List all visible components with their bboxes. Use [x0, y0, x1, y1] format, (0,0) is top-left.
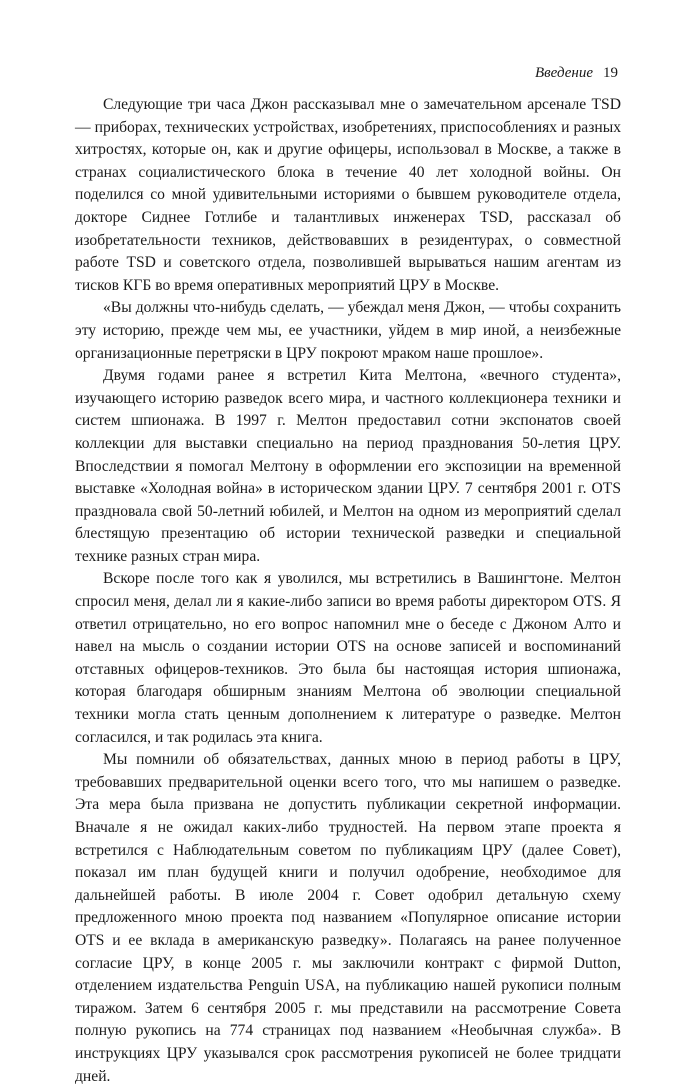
- running-head: [535, 64, 618, 82]
- section-title: Введение: [535, 65, 593, 81]
- paragraph: Мы помнили об обязательствах, данных мною в период работы в ЦРУ, требовавших предварительной оценки всего того, что мы напишем о разведке. Эта мера была призвана не допустить публикации секретной информации. Вначале я не ожидал каких-либо трудностей. На первом этапе проекта я встретился с Наблюдательным советом по публикациям ЦРУ (далее Совет), показал им план будущей книги и получил одобрение, необходимое для дальнейшей работы. В июле 2004 г. Совет одобрил детальную схему предложенного мною проекта под названием «Популярное описание истории OTS и ее вклада в американскую разведку». Полагаясь на ранее полученное согласие ЦРУ, в конце 2005 г. мы заключили контракт с фирмой Dutton, отделением издательства Penguin USA, на публикацию нашей рукописи полным тиражом. Затем 6 сентября 2005 г. мы представили на рассмотрение Совета полную рукопись на 774 страницах под названием «Необычная служба». В инструкциях ЦРУ указывался срок рассмотрения рукописей не более тридцати дней.: [75, 751, 621, 1085]
- paragraph: Следующие три часа Джон рассказывал мне о замечательном арсенале TSD — приборах, технических устройствах, изобретениях, приспособлениях и разных хитростях, которые он, как и другие офицеры, использовал в Москве, а также в странах социалистического блока в течение 40 лет холодной войны. Он поделился со мной удивительными историями о бывшем руководителе отдела, докторе Сиднее Готлибе и талантливых инженерах TSD, рассказал об изобретательности техников, действовавших в резидентурах, о совместной работе TSD и советского отдела, позволившей вырываться нашим агентам из тисков КГБ во время оперативных мероприятий ЦРУ в Москве.: [75, 96, 621, 294]
- paragraph: Двумя годами ранее я встретил Кита Мелтона, «вечного студента», изучающего историю разведок всего мира, и частного коллекционера техники и систем шпионажа. В 1997 г. Мелтон предоставил сотни экспонатов своей коллекции для выставки специально на период празднования 50-летия ЦРУ. Впоследствии я помогал Мелтону в оформлении его экспозиции на временной выставке «Холодная война» в историческом здании ЦРУ. 7 сентября 2001 г. OTS праздновала свой 50-летний юбилей, и Мелтон на одном из мероприятий сделал блестящую презентацию об истории технической разведки и специальной технике разных стран мира.: [75, 367, 621, 565]
- body-text: [75, 94, 621, 1088]
- paragraph: Вскоре после того как я уволился, мы встретились в Вашингтоне. Мелтон спросил меня, делал ли я какие-либо записи во время работы директором OTS. Я ответил отрицательно, но его вопрос напомнил мне о беседе с Джоном Алто и навел на мысль о создании истории OTS на основе записей и воспоминаний отставных офицеров-техников. Это была бы настоящая история шпионажа, которая благодаря обширным знаниям Мелтона об эволюции специальной техники могла стать ценным дополнением к литературе о разведке. Мелтон согласился, и так родилась эта книга.: [75, 570, 621, 746]
- page-number: 19: [603, 65, 618, 81]
- paragraph: «Вы должны что-нибудь сделать, — убеждал меня Джон, — чтобы сохранить эту историю, прежде чем мы, ее участники, уйдем в мир иной, а неизбежные организационные перетряски в ЦРУ покроют мраком наше прошлое».: [75, 299, 621, 362]
